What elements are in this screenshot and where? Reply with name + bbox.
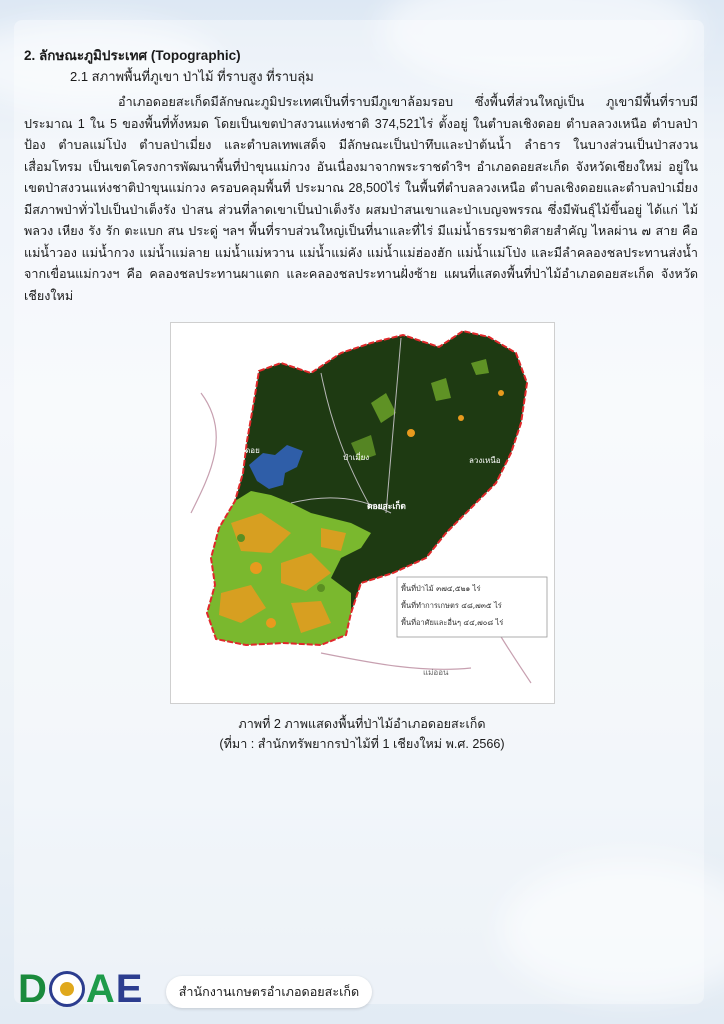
map-label-center-north: ป่าเมี่ยง bbox=[343, 453, 370, 462]
office-name-badge: สำนักงานเกษตรอำเภอดอยสะเก็ด bbox=[166, 976, 372, 1008]
doae-logo bbox=[18, 966, 143, 1012]
section-heading: 2. ลักษณะภูมิประเทศ (Topographic) bbox=[24, 48, 241, 63]
legend-agriculture: พื้นที่ทำการเกษตร ๔๘,๗๓๕ ไร่ bbox=[401, 601, 502, 610]
emblem-icon bbox=[49, 971, 85, 1007]
map-label-north-west: เชิงดอย bbox=[233, 446, 260, 455]
map-legend bbox=[397, 577, 547, 637]
map-label-south: แม่ออน bbox=[423, 668, 449, 677]
map-label-district: ดอยสะเก็ด bbox=[367, 502, 406, 512]
logo-letter-d: D bbox=[18, 966, 48, 1011]
figure-source: (ที่มา : สำนักทรัพยากรป่าไม้ที่ 1 เชียงใหม่ พ.ศ. 2566) bbox=[219, 737, 505, 751]
map-label-north-east: ลวงเหนือ bbox=[469, 456, 501, 465]
subsection-heading: 2.1 สภาพพื้นที่ภูเขา ป่าไม้ ที่ราบสูง ที่ราบลุ่ม bbox=[70, 69, 314, 84]
legend-residential: พื้นที่อาศัยและอื่นๆ ๔๔,๗๐๘ ไร่ bbox=[401, 618, 504, 627]
logo-letter-e: E bbox=[115, 966, 144, 1011]
logo-letter-a: A bbox=[85, 966, 116, 1011]
body-paragraph: อำเภอดอยสะเก็ดมีลักษณะภูมิประเทศเป็นที่ราบมีภูเขาล้อมรอบ ซึ่งพื้นที่ส่วนใหญ่เป็น ภูเขามีพื้นที่ราบมีประมาณ 1 ใน 5 ของพื้นที่ทั้งหมด โดยเป็นเขตป่าสงวนแห่งชาติ 374,521ไร่ ตั้งอยู่ ในตำบลเชิงดอย ตำบลลวงเหนือ ตำบลป่าป้อง ตำบลแม่โป่ง ตำบลป่าเมี่ยง และตำบลเทพเสด็จ มีลักษณะเป็นป่าทึบและป่าต้นน้ำ ลำธาร ในบางส่วนเป็นป่าสงวนเสื่อมโทรม เป็นเขตโครงการพัฒนาพื้นที่ป่าขุนแม่กวง อันเนื่องมาจากพระราชดำริฯ อำเภอดอยสะเก็ด จังหวัดเชียงใหม่ อยู่ในเขตป่าสงวนแห่งชาติป่าขุนแม่กวง ครอบคลุมพื้นที่ ประมาณ 28,500ไร่ ในพื้นที่ตำบลลวงเหนือ ตำบลเชิงดอยและตำบลป่าเมี่ยง มีสภาพป่าทั่วไปเป็นป่าเต็งรัง ป่าสน ส่วนที่ลาดเขาเป็นป่าเต็งรัง ผสมป่าสนเขาและป่าเบญจพรรณ ซึ่งมีพันธุ์ไม้ขึ้นอยู่ ได้แก่ ไม้พลวง เหียง รัง รัก ตะแบก สน ประดู่ ฯลฯ พื้นที่ราบส่วนใหญ่เป็นที่นาและที่ไร่ มีแม่น้ำธรรมชาติสายสำคัญ ไหลผ่าน ๗ สาย คือ แม่น้ำวอง แม่น้ำกวง แม่น้ำแม่ลาย แม่น้ำแม่หวาน แม่น้ำแม่คัง แม่น้ำแม่ฮ่องฮัก แม่น้ำแม่โป่ง และมีลำคลองชลประทานส่งน้ำจากเขื่อนแม่กวงฯ คือ คลองชลประทานผาแตก และคลองชลประทานฝั่งซ้าย แผนที่แสดงพื้นที่ป่าไม้อำเภอดอยสะเก็ด จังหวัดเชียงใหม่ bbox=[24, 95, 698, 303]
forest-area-map bbox=[170, 322, 555, 704]
figure-caption: ภาพที่ 2 ภาพแสดงพื้นที่ป่าไม้อำเภอดอยสะเก็ด bbox=[238, 717, 486, 731]
legend-forest: พื้นที่ป่าไม้ ๓๗๔,๕๒๑ ไร่ bbox=[401, 584, 481, 593]
